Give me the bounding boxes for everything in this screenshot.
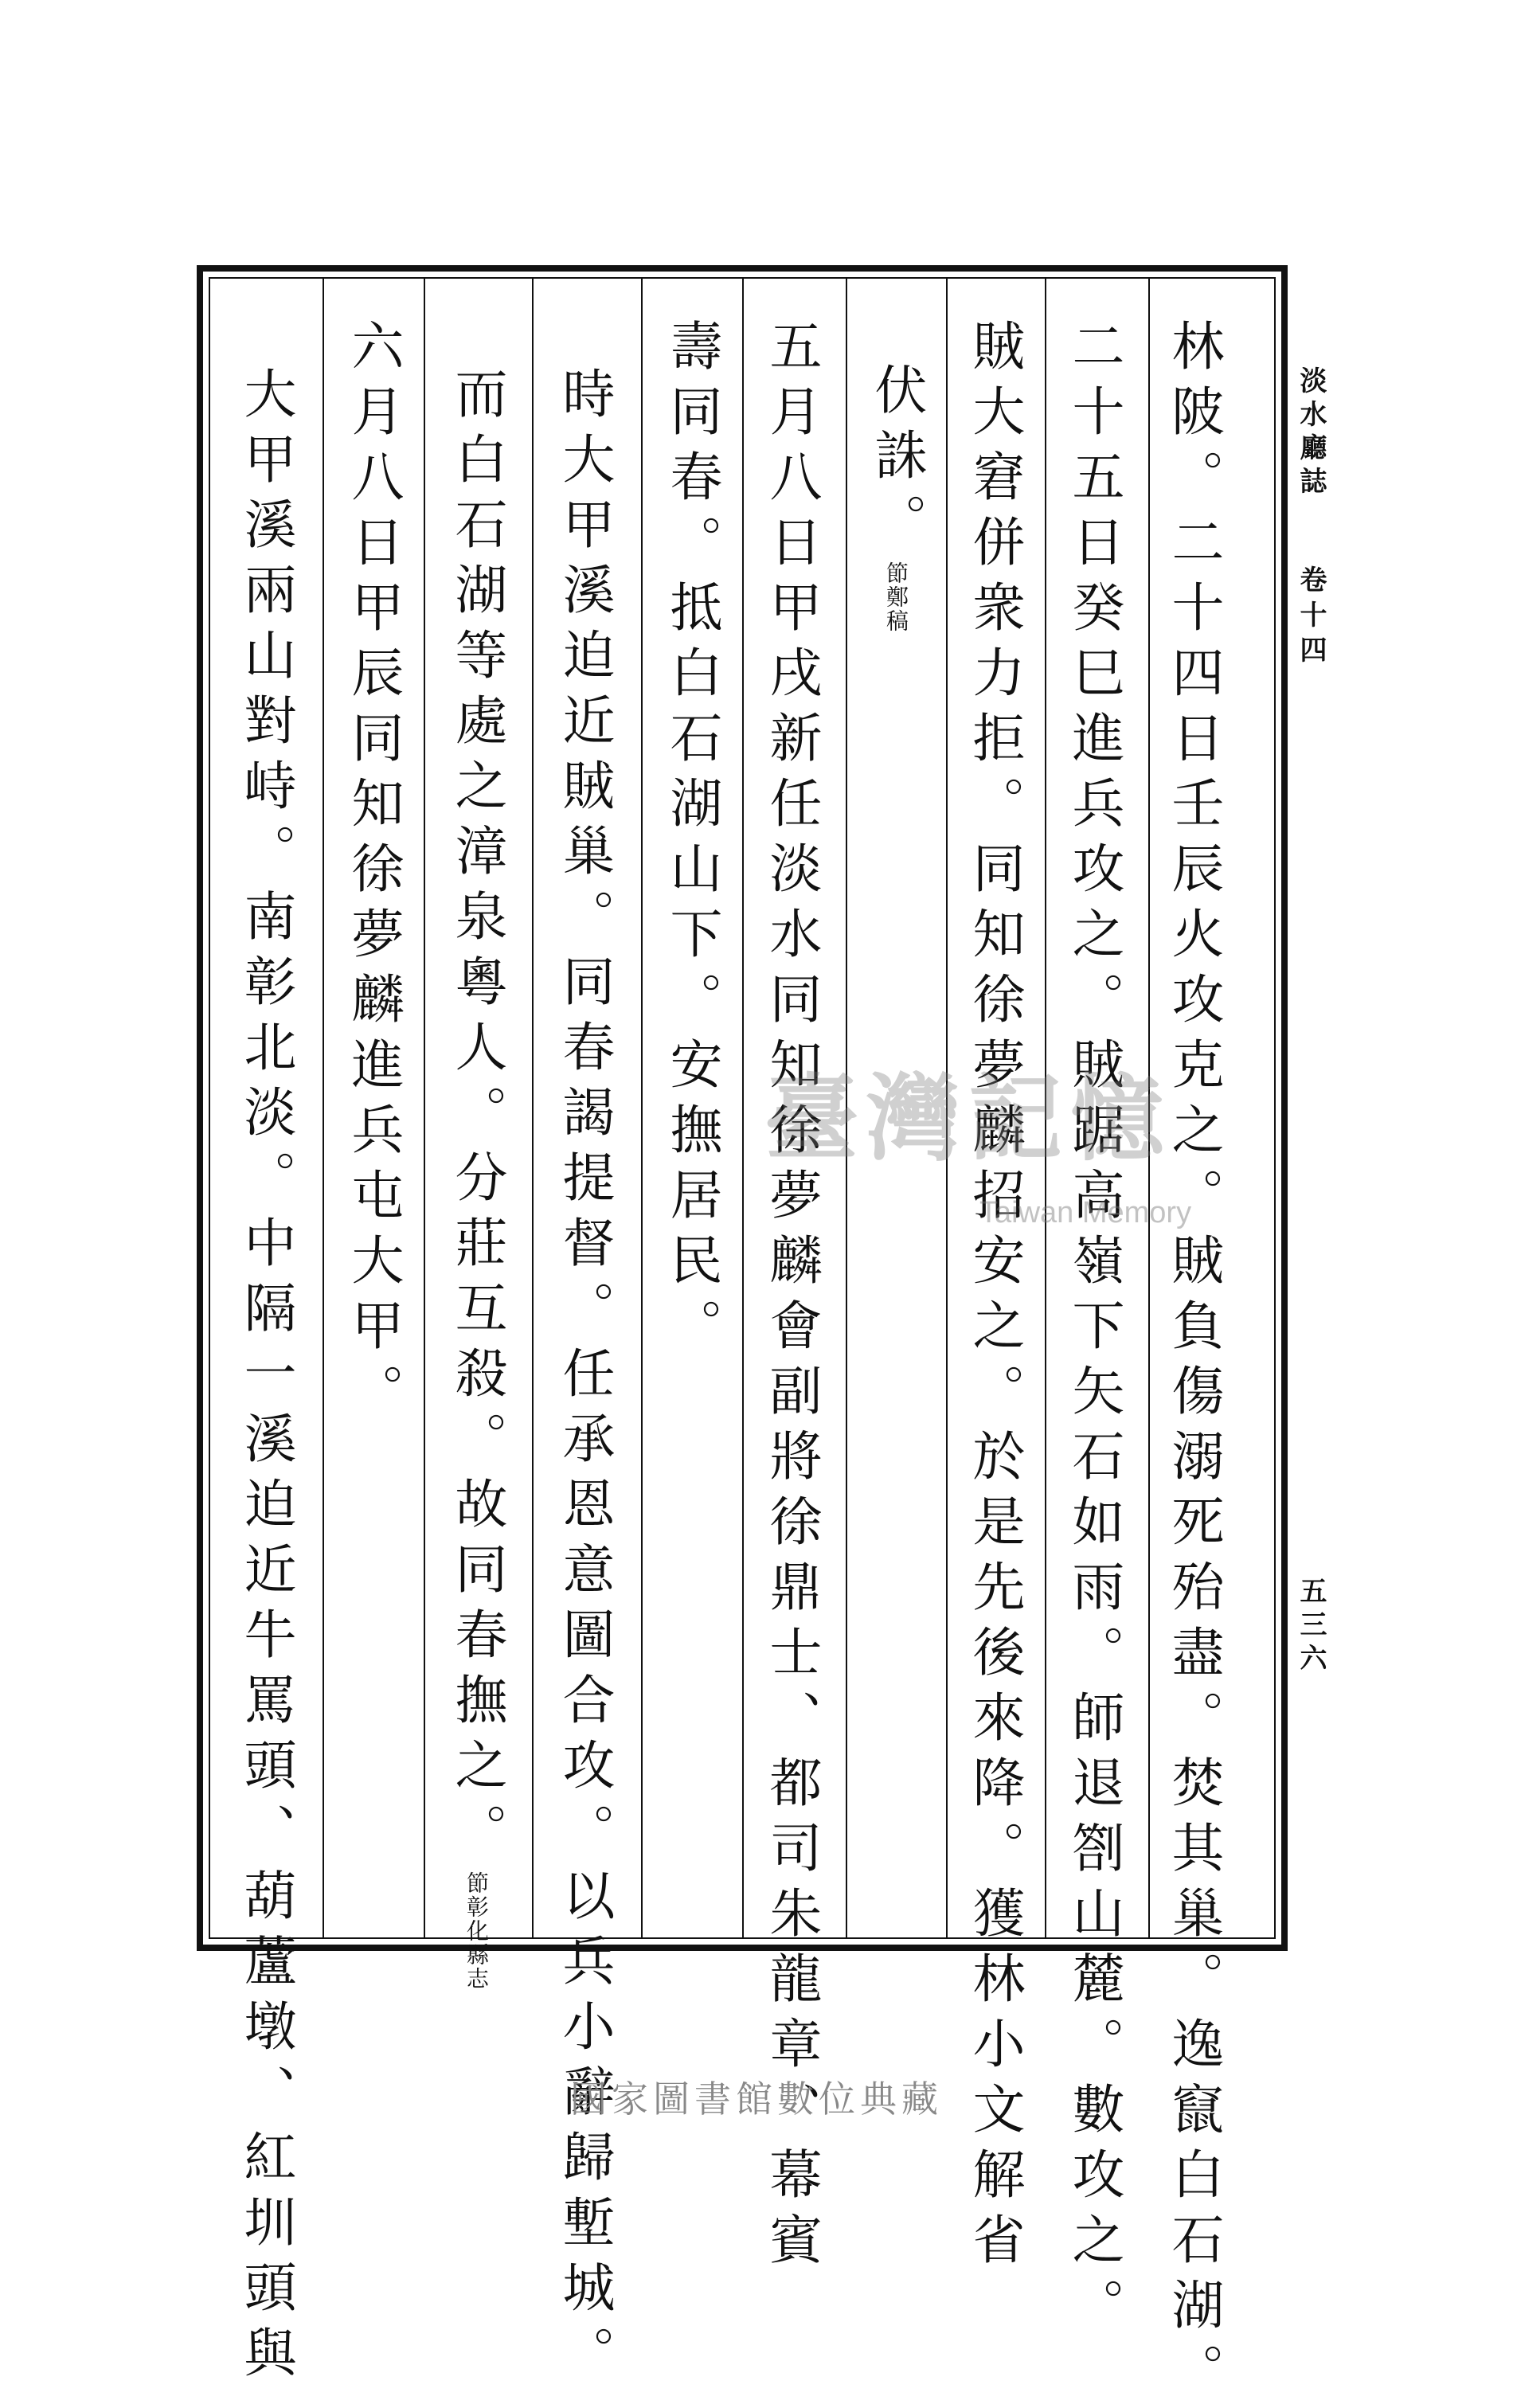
column-text: 壽同春。抵白石湖山下。安撫居民。	[661, 319, 722, 1363]
column-text: 賊大窘併衆力拒。同知徐夢麟招安之。於是先後來降。獲林小文解省	[964, 319, 1025, 2277]
column-divider	[424, 277, 425, 1939]
column-text: 而白石湖等處之漳泉粵人。分莊互殺。故同春撫之。	[446, 366, 507, 1868]
text-column-2	[1063, 319, 1124, 2343]
text-column-8	[446, 366, 507, 1991]
page-number: 五三六	[1295, 1577, 1327, 1677]
text-column-3	[964, 319, 1025, 2277]
source-note: 節鄭稿	[883, 561, 909, 633]
column-divider	[742, 277, 744, 1939]
column-divider	[641, 277, 643, 1939]
column-text: 時大甲溪迫近賊巢。同春謁提督。任承恩意圖合攻。以兵小辭歸塹城。	[553, 366, 615, 2390]
text-column-6	[661, 319, 722, 1363]
column-divider	[323, 277, 324, 1939]
column-text: 二十五日癸巳進兵攻之。賊踞高嶺下矢石如雨。師退劄山麓。數攻之。	[1063, 319, 1124, 2343]
book-title: 淡水廳誌	[1295, 366, 1327, 500]
column-text: 伏誅。	[866, 362, 927, 558]
watermark-english: Taiwan Memory	[979, 1196, 1192, 1229]
text-column-5	[760, 319, 822, 2277]
watermark-chinese: 臺灣記憶	[764, 1063, 1173, 1174]
column-text: 六月八日甲辰同知徐夢麟進兵屯大甲。	[342, 319, 404, 1429]
footer-credit: 國家圖書館數位典藏	[570, 2078, 943, 2121]
column-text: 大甲溪兩山對峙。南彰北淡。中隔一溪迫近牛罵頭、葫蘆墩、紅圳頭與	[235, 366, 296, 2390]
text-column-4	[866, 362, 927, 633]
text-column-9	[342, 319, 404, 1429]
volume-label: 卷十四	[1295, 565, 1327, 670]
column-divider	[532, 277, 534, 1939]
source-note: 節彰化縣志	[463, 1871, 490, 1991]
column-text: 五月八日甲戌新任淡水同知徐夢麟會副將徐鼎士、都司朱龍章、幕賓	[760, 319, 822, 2277]
column-text: 林陂。二十四日壬辰火攻克之。賊負傷溺死殆盡。焚其巢。逸竄白石湖。	[1163, 319, 1224, 2408]
